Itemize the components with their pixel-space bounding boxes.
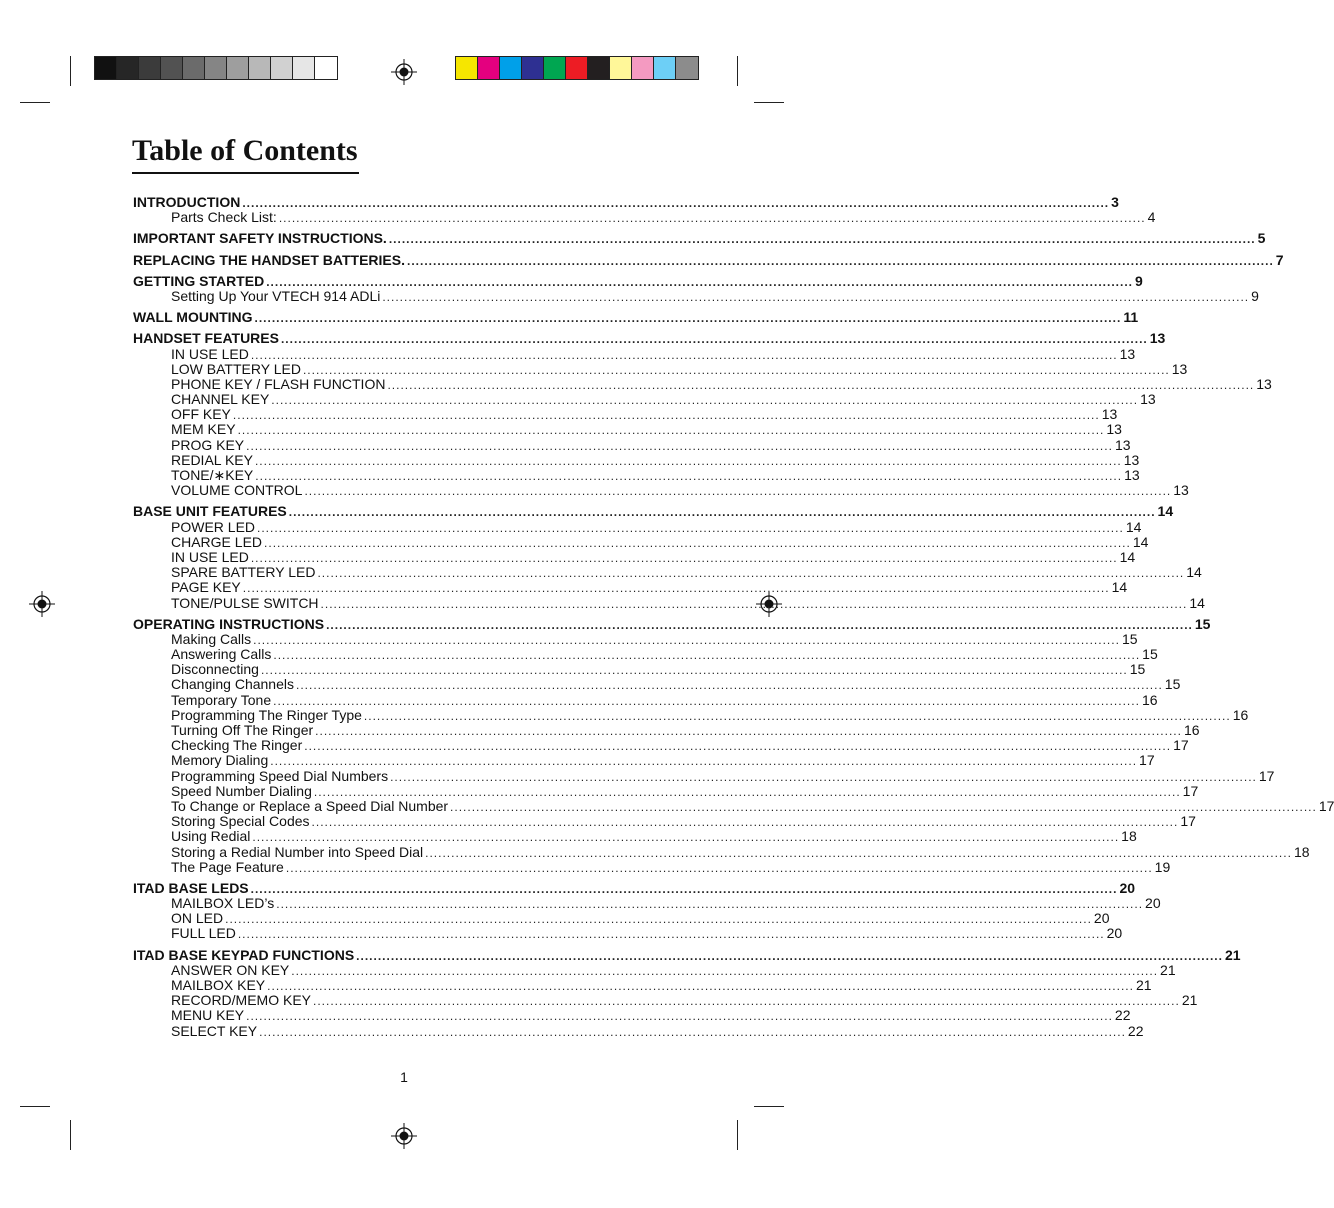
dot-leader: ........................................................................................................................................................................................................ bbox=[317, 566, 1185, 581]
toc-subentry bbox=[133, 676, 1181, 693]
color-swatch bbox=[654, 57, 676, 79]
toc-subentry bbox=[133, 375, 1272, 392]
toc-entry-page: 18 bbox=[1121, 828, 1137, 845]
toc-entry-page: 13 bbox=[1114, 436, 1131, 453]
toc-entry-label: REDIAL KEY bbox=[171, 451, 253, 468]
toc-entry-page: 14 bbox=[1132, 533, 1149, 550]
gray-swatch bbox=[161, 57, 183, 79]
dot-leader: ........................................................................................................................................................................................................ bbox=[291, 963, 1159, 978]
toc-entry-label: VOLUME CONTROL bbox=[171, 482, 303, 499]
toc-subentry bbox=[133, 391, 1156, 408]
toc-entry-label: HANDSET FEATURES bbox=[133, 330, 279, 347]
toc-entry-label: IN USE LED bbox=[171, 548, 249, 565]
toc-entry-label: Disconnecting bbox=[171, 661, 259, 678]
color-swatch bbox=[478, 57, 500, 79]
toc-entry-label: Checking The Ringer bbox=[171, 737, 303, 754]
crop-mark bbox=[20, 102, 50, 103]
toc-subentry bbox=[133, 977, 1152, 993]
gray-swatch bbox=[249, 57, 271, 79]
toc-section-heading bbox=[133, 230, 1266, 247]
toc-entry-label: CHANNEL KEY bbox=[171, 391, 270, 408]
dot-leader: ........................................................................................................................................................................................................ bbox=[406, 253, 1274, 268]
dot-leader: ........................................................................................................................................................................................................ bbox=[271, 393, 1139, 408]
toc-entry-page: 13 bbox=[1171, 360, 1188, 377]
gray-swatch bbox=[117, 57, 139, 79]
table-of-contents bbox=[133, 194, 1334, 1045]
toc-entry-page: 7 bbox=[1275, 251, 1284, 268]
crop-mark bbox=[754, 1106, 784, 1107]
toc-entry-label: PAGE KEY bbox=[171, 579, 241, 596]
toc-subentry bbox=[133, 360, 1188, 377]
dot-leader: ........................................................................................................................................................................................................ bbox=[250, 347, 1118, 362]
registration-mark-icon bbox=[391, 1123, 417, 1149]
toc-subentry bbox=[133, 406, 1118, 423]
toc-subentry bbox=[133, 421, 1122, 438]
color-swatch bbox=[522, 57, 544, 79]
toc-entry-page: 13 bbox=[1124, 467, 1140, 483]
dot-leader: ........................................................................................................................................................................................................ bbox=[363, 708, 1231, 723]
toc-entry-page: 13 bbox=[1256, 375, 1272, 392]
crop-mark bbox=[70, 56, 71, 86]
toc-entry-label: PROG KEY bbox=[171, 436, 245, 453]
toc-entry-label: Using Redial bbox=[171, 828, 251, 845]
dot-leader: ........................................................................................................................................................................................................ bbox=[304, 484, 1172, 499]
dot-leader: ........................................................................................................................................................................................................ bbox=[313, 784, 1181, 799]
toc-entry-page: 20 bbox=[1145, 895, 1161, 912]
toc-entry-label: Temporary Tone bbox=[171, 691, 272, 708]
dot-leader: ........................................................................................................................................................................................................ bbox=[382, 289, 1250, 304]
color-swatch bbox=[588, 57, 610, 79]
toc-entry-label: Changing Channels bbox=[171, 676, 294, 693]
toc-entry-page: 17 bbox=[1318, 797, 1334, 814]
registration-mark-icon bbox=[29, 591, 55, 617]
dot-leader: ........................................................................................................................................................................................................ bbox=[425, 845, 1292, 860]
dot-leader: ........................................................................................................................................................................................................ bbox=[270, 754, 1138, 769]
toc-entry-label: Speed Number Dialing bbox=[171, 782, 312, 799]
toc-entry-page: 22 bbox=[1127, 1022, 1144, 1039]
toc-entry-page: 17 bbox=[1258, 767, 1275, 784]
toc-entry-page: 15 bbox=[1164, 676, 1181, 693]
toc-entry-label: MEM KEY bbox=[171, 421, 236, 438]
dot-leader: ........................................................................................................................................................................................................ bbox=[280, 332, 1148, 347]
dot-leader: ........................................................................................................................................................................................................ bbox=[242, 581, 1110, 596]
toc-subentry bbox=[133, 436, 1131, 453]
dot-leader: ........................................................................................................................................................................................................ bbox=[232, 408, 1100, 423]
toc-entry-label: ON LED bbox=[171, 910, 224, 927]
toc-section bbox=[133, 272, 1259, 304]
toc-entry-label: LOW BATTERY LED bbox=[171, 360, 301, 377]
dot-leader: ........................................................................................................................................................................................................ bbox=[246, 1009, 1113, 1024]
toc-entry-label: INTRODUCTION bbox=[133, 194, 241, 210]
toc-entry-page: 14 bbox=[1111, 579, 1128, 596]
toc-section bbox=[133, 503, 1205, 611]
dot-leader: ........................................................................................................................................................................................................ bbox=[264, 535, 1131, 550]
toc-entry-label: OFF KEY bbox=[171, 406, 231, 423]
toc-entry-label: POWER LED bbox=[171, 518, 256, 535]
toc-entry-page: 13 bbox=[1101, 406, 1118, 423]
toc-entry-label: TONE/∗KEY bbox=[171, 467, 254, 483]
toc-entry-label: ANSWER ON KEY bbox=[171, 961, 290, 978]
toc-section bbox=[133, 251, 1284, 268]
toc-entry-page: 18 bbox=[1293, 843, 1310, 860]
dot-leader: ........................................................................................................................................................................................................ bbox=[388, 232, 1256, 247]
toc-subentry bbox=[133, 630, 1138, 647]
toc-subentry bbox=[133, 782, 1199, 799]
toc-section bbox=[133, 615, 1334, 875]
grayscale-color-bar bbox=[94, 56, 338, 80]
dot-leader: ........................................................................................................................................................................................................ bbox=[254, 453, 1122, 468]
toc-entry-page: 21 bbox=[1160, 961, 1176, 978]
toc-entry-page: 15 bbox=[1142, 646, 1158, 663]
toc-entry-label: PHONE KEY / FLASH FUNCTION bbox=[171, 375, 386, 392]
toc-section bbox=[133, 230, 1266, 247]
toc-subentry bbox=[133, 661, 1146, 678]
toc-entry-page: 14 bbox=[1119, 548, 1136, 565]
dot-leader: ........................................................................................................................................................................................................ bbox=[257, 520, 1124, 535]
crop-mark bbox=[754, 102, 784, 103]
toc-entry-page: 20 bbox=[1119, 879, 1136, 896]
toc-section bbox=[133, 194, 1156, 226]
toc-entry-label: Memory Dialing bbox=[171, 752, 269, 769]
toc-entry-page: 16 bbox=[1232, 706, 1249, 723]
color-swatch bbox=[610, 57, 632, 79]
toc-subentry bbox=[133, 594, 1205, 611]
toc-entry-page: 4 bbox=[1147, 209, 1156, 226]
dot-leader: ........................................................................................................................................................................................................ bbox=[273, 693, 1140, 708]
toc-entry-page: 15 bbox=[1129, 661, 1146, 678]
toc-entry-label: REPLACING THE HANDSET BATTERIES. bbox=[133, 251, 405, 268]
dot-leader: ........................................................................................................................................................................................................ bbox=[302, 362, 1170, 377]
color-swatch bbox=[632, 57, 654, 79]
crop-mark bbox=[737, 1120, 738, 1150]
toc-entry-page: 13 bbox=[1123, 451, 1140, 468]
toc-entry-label: SELECT KEY bbox=[171, 1022, 258, 1039]
gray-swatch bbox=[183, 57, 205, 79]
dot-leader: ........................................................................................................................................................................................................ bbox=[273, 648, 1141, 663]
dot-leader: ........................................................................................................................................................................................................ bbox=[237, 423, 1105, 438]
gray-swatch bbox=[205, 57, 227, 79]
toc-subentry bbox=[133, 737, 1189, 754]
toc-entry-page: 9 bbox=[1251, 287, 1259, 304]
toc-subentry bbox=[133, 646, 1158, 663]
dot-leader: ........................................................................................................................................................................................................ bbox=[250, 881, 1118, 896]
toc-subentry bbox=[133, 925, 1123, 942]
toc-entry-page: 3 bbox=[1111, 194, 1119, 210]
toc-subentry bbox=[133, 564, 1202, 581]
dot-leader: ........................................................................................................................................................................................................ bbox=[326, 617, 1193, 632]
toc-entry-label: MAILBOX LED’s bbox=[171, 895, 275, 912]
toc-entry-page: 9 bbox=[1134, 272, 1143, 289]
dot-leader: ........................................................................................................................................................................................................ bbox=[267, 979, 1134, 993]
toc-subentry bbox=[133, 482, 1189, 499]
toc-entry-page: 15 bbox=[1121, 630, 1138, 647]
toc-entry-page: 17 bbox=[1182, 782, 1199, 799]
toc-entry-label: ITAD BASE KEYPAD FUNCTIONS bbox=[133, 946, 355, 963]
process-color-bar bbox=[455, 56, 699, 80]
gray-swatch bbox=[293, 57, 315, 79]
dot-leader: ........................................................................................................................................................................................................ bbox=[225, 912, 1092, 927]
toc-entry-page: 21 bbox=[1224, 946, 1241, 963]
crop-mark bbox=[737, 56, 738, 86]
dot-leader: ........................................................................................................................................................................................................ bbox=[276, 897, 1144, 912]
toc-entry-page: 11 bbox=[1123, 309, 1139, 326]
toc-entry-label: WALL MOUNTING bbox=[133, 309, 253, 326]
dot-leader: ........................................................................................................................................................................................................ bbox=[266, 274, 1133, 289]
gray-swatch bbox=[271, 57, 293, 79]
toc-entry-page: 14 bbox=[1186, 564, 1202, 581]
toc-entry-label: Storing a Redial Number into Speed Dial bbox=[171, 843, 424, 860]
toc-subentry bbox=[133, 895, 1161, 912]
dot-leader: ........................................................................................................................................................................................................ bbox=[252, 830, 1120, 845]
dot-leader: ........................................................................................................................................................................................................ bbox=[250, 550, 1118, 565]
dot-leader: ........................................................................................................................................................................................................ bbox=[387, 377, 1255, 392]
toc-entry-label: Turning Off The Ringer bbox=[171, 722, 314, 738]
toc-entry-page: 21 bbox=[1135, 977, 1152, 993]
toc-subentry bbox=[133, 1022, 1144, 1039]
color-swatch bbox=[544, 57, 566, 79]
toc-entry-label: ITAD BASE LEDS bbox=[133, 879, 249, 896]
toc-subentry bbox=[133, 706, 1249, 723]
toc-entry-label: CHARGE LED bbox=[171, 533, 263, 550]
gray-swatch bbox=[139, 57, 161, 79]
crop-mark bbox=[20, 1106, 50, 1107]
toc-entry-label: MAILBOX KEY bbox=[171, 977, 266, 993]
gray-swatch bbox=[227, 57, 249, 79]
toc-subentry bbox=[133, 797, 1334, 814]
dot-leader: ........................................................................................................................................................................................................ bbox=[304, 739, 1172, 754]
toc-subentry bbox=[133, 451, 1140, 468]
toc-section bbox=[133, 330, 1272, 499]
dot-leader: ........................................................................................................................................................................................................ bbox=[237, 927, 1105, 942]
toc-section-heading bbox=[133, 272, 1143, 289]
toc-entry-page: 22 bbox=[1114, 1007, 1131, 1024]
toc-entry-label: To Change or Replace a Speed Dial Number bbox=[171, 797, 449, 814]
toc-entry-page: 13 bbox=[1149, 330, 1166, 347]
toc-subentry bbox=[133, 722, 1200, 738]
toc-entry-label: Answering Calls bbox=[171, 646, 272, 663]
dot-leader: ........................................................................................................................................................................................................ bbox=[390, 769, 1257, 784]
title-underline bbox=[132, 172, 359, 174]
toc-subentry bbox=[133, 467, 1140, 483]
toc-entry-page: 16 bbox=[1183, 722, 1200, 738]
toc-entry-page: 16 bbox=[1141, 691, 1158, 708]
dot-leader: ........................................................................................................................................................................................................ bbox=[246, 438, 1113, 453]
dot-leader: ........................................................................................................................................................................................................ bbox=[260, 663, 1128, 678]
toc-entry-label: Programming The Ringer Type bbox=[171, 706, 362, 723]
toc-entry-label: GETTING STARTED bbox=[133, 272, 265, 289]
color-swatch bbox=[676, 57, 698, 79]
toc-subentry bbox=[133, 518, 1142, 535]
toc-entry-page: 21 bbox=[1181, 992, 1198, 1009]
toc-subentry bbox=[133, 910, 1110, 927]
toc-section-heading bbox=[133, 503, 1174, 520]
toc-subentry bbox=[133, 691, 1158, 708]
toc-subentry bbox=[133, 992, 1198, 1009]
toc-subentry bbox=[133, 858, 1171, 875]
toc-entry-label: Programming Speed Dial Numbers bbox=[171, 767, 389, 784]
toc-entry-label: MENU KEY bbox=[171, 1007, 245, 1024]
dot-leader: ........................................................................................................................................................................................................ bbox=[288, 505, 1156, 520]
dot-leader: ........................................................................................................................................................................................................ bbox=[320, 596, 1188, 611]
toc-subentry bbox=[133, 752, 1155, 769]
toc-entry-page: 19 bbox=[1154, 858, 1171, 875]
color-swatch bbox=[456, 57, 478, 79]
toc-entry-label: SPARE BATTERY LED bbox=[171, 564, 316, 581]
toc-entry-page: 5 bbox=[1257, 230, 1266, 247]
dot-leader: ........................................................................................................................................................................................................ bbox=[315, 724, 1182, 738]
dot-leader: ........................................................................................................................................................................................................ bbox=[285, 860, 1153, 875]
dot-leader: ........................................................................................................................................................................................................ bbox=[311, 815, 1179, 830]
toc-entry-label: IN USE LED bbox=[171, 345, 249, 362]
dot-leader: ........................................................................................................................................................................................................ bbox=[313, 994, 1180, 1009]
toc-entry-label: TONE/PULSE SWITCH bbox=[171, 594, 319, 611]
toc-subentry bbox=[133, 767, 1275, 784]
toc-entry-label: The Page Feature bbox=[171, 858, 284, 875]
toc-subentry bbox=[133, 579, 1128, 596]
toc-section-heading bbox=[133, 194, 1119, 210]
dot-leader: ........................................................................................................................................................................................................ bbox=[295, 678, 1163, 693]
toc-entry-page: 15 bbox=[1194, 615, 1211, 632]
toc-subentry bbox=[133, 813, 1196, 830]
toc-section-heading bbox=[133, 330, 1166, 347]
toc-section-heading bbox=[133, 946, 1241, 963]
toc-section-heading bbox=[133, 879, 1136, 896]
toc-subentry bbox=[133, 533, 1149, 550]
dot-leader: ........................................................................................................................................................................................................ bbox=[450, 799, 1317, 814]
toc-entry-label: OPERATING INSTRUCTIONS bbox=[133, 615, 325, 632]
color-swatch bbox=[500, 57, 522, 79]
toc-subentry bbox=[133, 961, 1176, 978]
toc-entry-label: RECORD/MEMO KEY bbox=[171, 992, 312, 1009]
toc-entry-page: 14 bbox=[1125, 518, 1142, 535]
toc-entry-label: Parts Check List: bbox=[171, 209, 277, 226]
toc-section-heading bbox=[133, 251, 1284, 268]
toc-entry-label: IMPORTANT SAFETY INSTRUCTIONS. bbox=[133, 230, 387, 247]
crop-mark bbox=[70, 1120, 71, 1150]
page-number: 1 bbox=[400, 1069, 408, 1085]
toc-entry-page: 20 bbox=[1106, 925, 1123, 942]
toc-entry-page: 14 bbox=[1157, 503, 1174, 520]
toc-entry-page: 17 bbox=[1180, 813, 1196, 830]
toc-section-heading bbox=[133, 615, 1211, 632]
toc-section-heading bbox=[133, 309, 1139, 326]
dot-leader: ........................................................................................................................................................................................................ bbox=[255, 469, 1123, 483]
toc-entry-page: 13 bbox=[1140, 391, 1156, 408]
dot-leader: ........................................................................................................................................................................................................ bbox=[253, 632, 1120, 647]
toc-subentry bbox=[133, 548, 1136, 565]
toc-section bbox=[133, 946, 1241, 1039]
toc-subentry bbox=[133, 345, 1136, 362]
toc-entry-page: 14 bbox=[1189, 594, 1205, 611]
dot-leader: ........................................................................................................................................................................................................ bbox=[254, 311, 1122, 326]
toc-entry-page: 17 bbox=[1139, 752, 1155, 769]
registration-mark-icon bbox=[391, 59, 417, 85]
toc-entry-label: FULL LED bbox=[171, 925, 236, 942]
toc-entry-page: 13 bbox=[1119, 345, 1136, 362]
dot-leader: ........................................................................................................................................................................................................ bbox=[259, 1024, 1126, 1039]
gray-swatch bbox=[315, 57, 337, 79]
toc-section bbox=[133, 309, 1139, 326]
toc-section bbox=[133, 879, 1161, 942]
toc-entry-label: BASE UNIT FEATURES bbox=[133, 503, 287, 520]
dot-leader: ........................................................................................................................................................................................................ bbox=[242, 196, 1110, 210]
color-swatch bbox=[566, 57, 588, 79]
toc-subentry bbox=[133, 287, 1259, 304]
gray-swatch bbox=[95, 57, 117, 79]
toc-subentry bbox=[133, 828, 1137, 845]
dot-leader: ........................................................................................................................................................................................................ bbox=[278, 211, 1146, 226]
toc-subentry bbox=[133, 843, 1310, 860]
toc-entry-page: 13 bbox=[1106, 421, 1122, 438]
toc-entry-label: Setting Up Your VTECH 914 ADLi bbox=[171, 287, 381, 304]
toc-subentry bbox=[133, 209, 1156, 226]
toc-subentry bbox=[133, 1007, 1131, 1024]
dot-leader: ........................................................................................................................................................................................................ bbox=[356, 948, 1223, 963]
toc-entry-label: Storing Special Codes bbox=[171, 813, 310, 830]
toc-entry-page: 20 bbox=[1093, 910, 1110, 927]
page-title: Table of Contents bbox=[132, 134, 358, 167]
toc-entry-page: 13 bbox=[1173, 482, 1189, 499]
toc-entry-page: 17 bbox=[1173, 737, 1189, 754]
toc-entry-label: Making Calls bbox=[171, 630, 252, 647]
